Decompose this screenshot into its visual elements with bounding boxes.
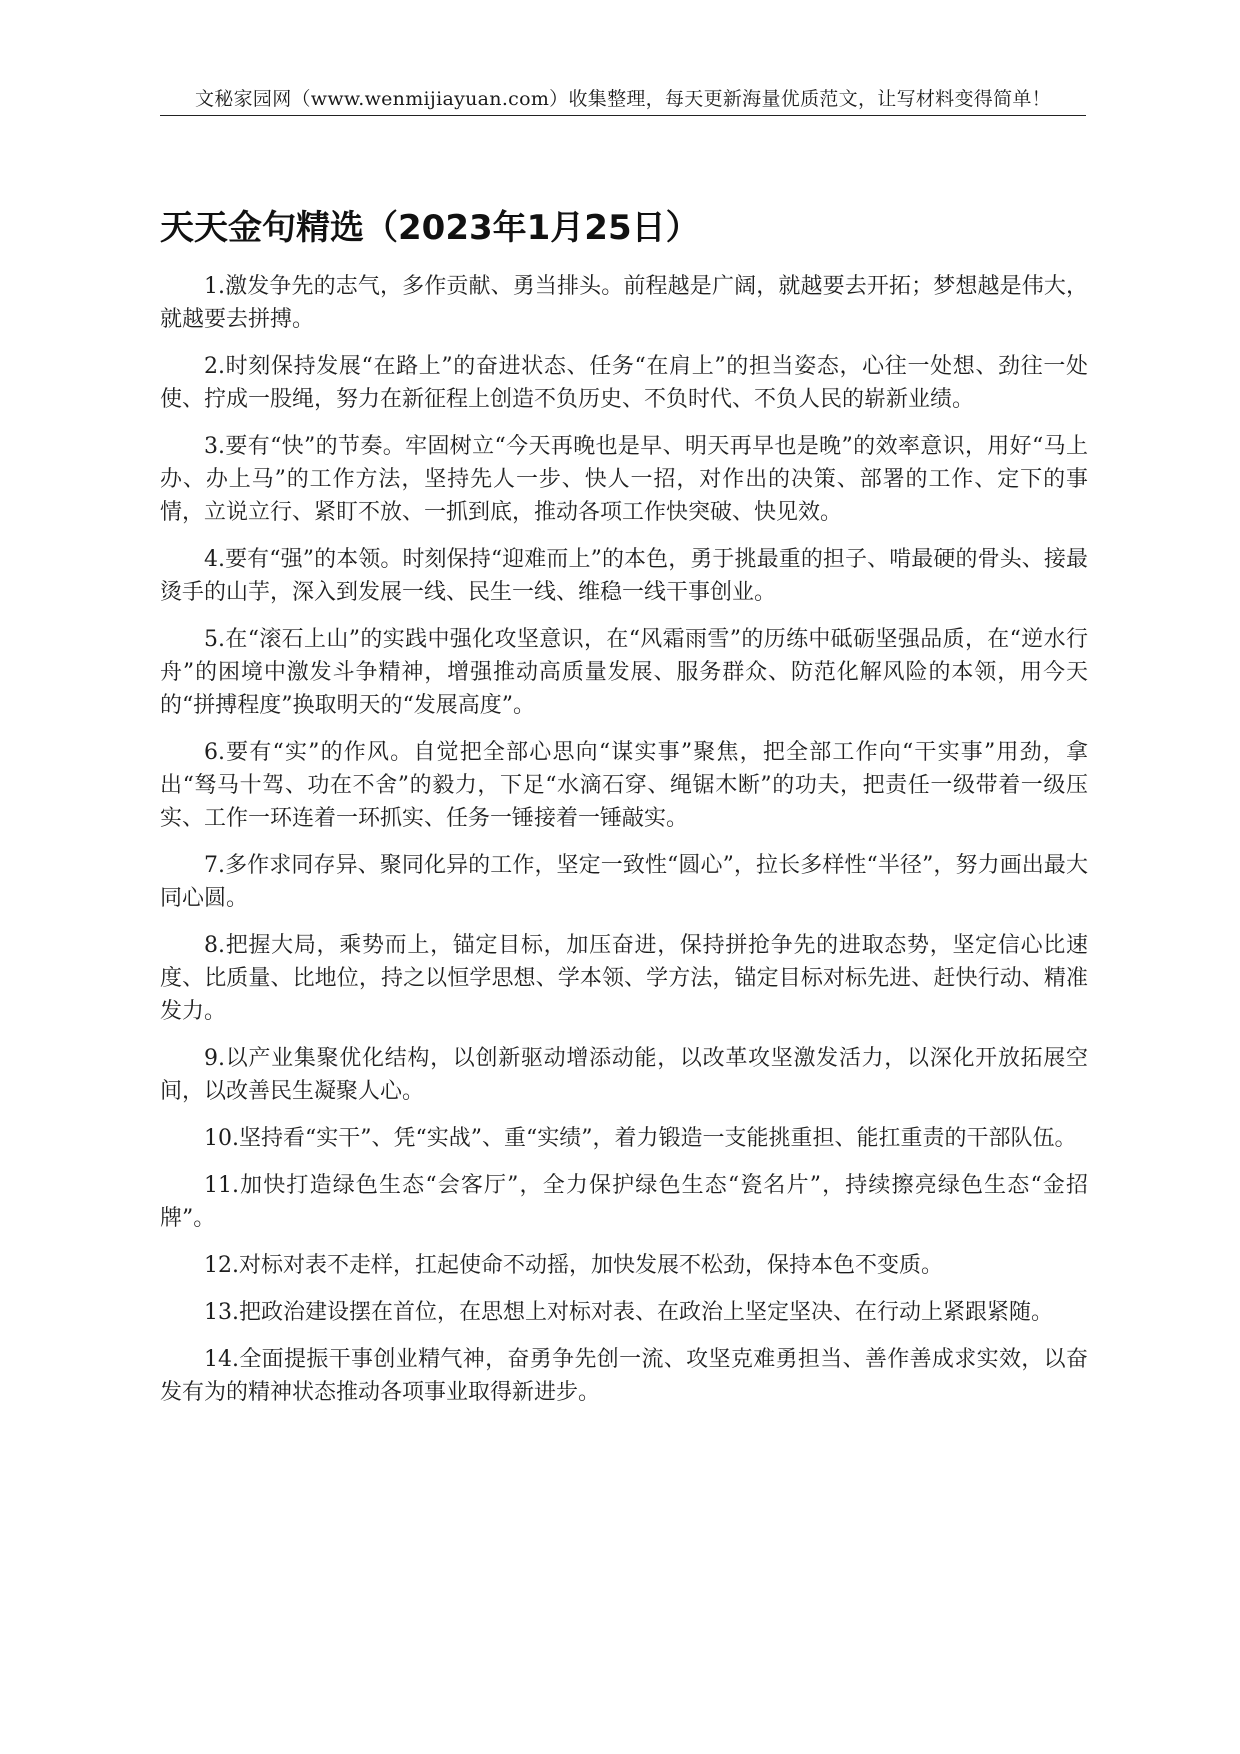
document-body	[160, 270, 1088, 1423]
paragraph-14: 14.全面提振干事创业精气神，奋勇争先创一流、攻坚克难勇担当、善作善成求实效，以奋发有为的精神状态推动各项事业取得新进步。	[160, 1347, 1088, 1405]
paragraph-11: 11.加快打造绿色生态“会客厅”，全力保护绿色生态“瓷名片”，持续擦亮绿色生态“金招牌”。	[160, 1173, 1088, 1231]
page-title: 天天金句精选（2023年1月25日）	[160, 208, 700, 248]
page-header: 文秘家园网（www.wenmijiayuan.com）收集整理，每天更新海量优质范文，让写材料变得简单！	[160, 86, 1086, 116]
paragraph-4: 4.要有“强”的本领。时刻保持“迎难而上”的本色，勇于挑最重的担子、啃最硬的骨头、接最烫手的山芋，深入到发展一线、民生一线、维稳一线干事创业。	[160, 547, 1088, 605]
paragraph-5: 5.在“滚石上山”的实践中强化攻坚意识，在“风霜雨雪”的历练中砥砺坚强品质，在“逆水行舟”的困境中激发斗争精神，增强推动高质量发展、服务群众、防范化解风险的本领，用今天的“拼搏程度”换取明天的“发展高度”。	[160, 627, 1088, 718]
paragraph-1: 1.激发争先的志气，多作贡献、勇当排头。前程越是广阔，就越要去开拓；梦想越是伟大，就越要去拼搏。	[160, 274, 1088, 332]
paragraph-6: 6.要有“实”的作风。自觉把全部心思向“谋实事”聚焦，把全部工作向“干实事”用劲，拿出“驽马十驾、功在不舍”的毅力，下足“水滴石穿、绳锯木断”的功夫，把责任一级带着一级压实、工作一环连着一环抓实、任务一锤接着一锤敲实。	[160, 740, 1088, 831]
paragraph-9: 9.以产业集聚优化结构，以创新驱动增添动能，以改革攻坚激发活力，以深化开放拓展空间，以改善民生凝聚人心。	[160, 1046, 1088, 1104]
paragraph-2: 2.时刻保持发展“在路上”的奋进状态、任务“在肩上”的担当姿态，心往一处想、劲往一处使、拧成一股绳，努力在新征程上创造不负历史、不负时代、不负人民的崭新业绩。	[160, 354, 1088, 412]
paragraph-13: 13.把政治建设摆在首位，在思想上对标对表、在政治上坚定坚决、在行动上紧跟紧随。	[204, 1300, 1053, 1325]
paragraph-10: 10.坚持看“实干”、凭“实战”、重“实绩”，着力锻造一支能挑重担、能扛重责的干部队伍。	[204, 1126, 1077, 1151]
paragraph-8: 8.把握大局，乘势而上，锚定目标，加压奋进，保持拼抢争先的进取态势，坚定信心比速度、比质量、比地位，持之以恒学思想、学本领、学方法，锚定目标对标先进、赶快行动、精准发力。	[160, 933, 1088, 1024]
paragraph-3: 3.要有“快”的节奏。牢固树立“今天再晚也是早、明天再早也是晚”的效率意识，用好“马上办、办上马”的工作方法，坚持先人一步、快人一招，对作出的决策、部署的工作、定下的事情，立说立行、紧盯不放、一抓到底，推动各项工作快突破、快见效。	[160, 434, 1088, 525]
paragraph-7: 7.多作求同存异、聚同化异的工作，坚定一致性“圆心”，拉长多样性“半径”，努力画出最大同心圆。	[160, 853, 1088, 911]
paragraph-12: 12.对标对表不走样，扛起使命不动摇，加快发展不松劲，保持本色不变质。	[204, 1253, 943, 1278]
